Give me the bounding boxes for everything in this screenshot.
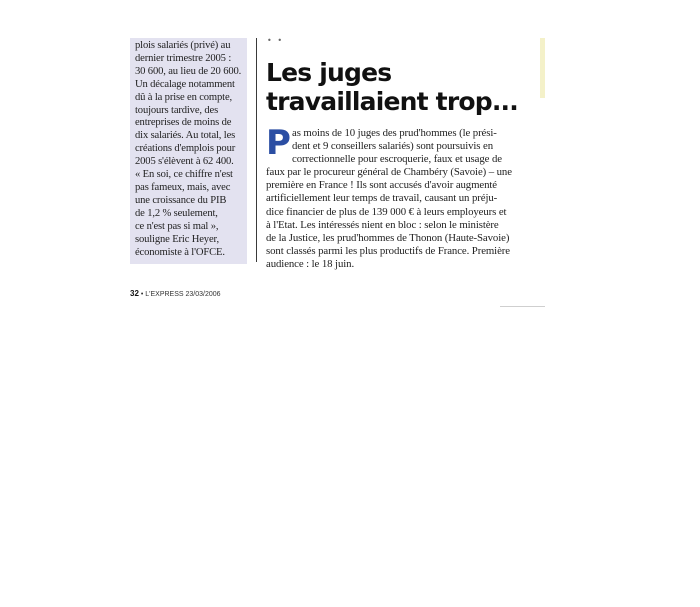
sidebar-line: plois salariés (privé) au — [135, 40, 231, 51]
article-line: à l'Etat. Les intéressés nient en bloc : selon le ministère — [266, 218, 499, 231]
article-line: as moins de 10 juges des prud'hommes (le prési- — [292, 127, 497, 139]
sidebar-line: dû à la prise en compte, — [135, 91, 233, 103]
footer-rule — [500, 306, 545, 307]
publication-date: L'EXPRESS 23/03/2006 — [145, 291, 221, 298]
footer-bullet-icon: • — [140, 291, 144, 298]
sidebar-line: « En soi, ce chiffre n'est — [135, 169, 233, 181]
article-line: dent et 9 conseillers salariés) sont poursuivis en — [292, 140, 493, 153]
sidebar-line: souligne Eric Heyer, — [135, 233, 219, 245]
ornament-dots: • • — [267, 36, 285, 45]
article-headline — [266, 58, 541, 116]
sidebar-line: dix salariés. Au total, les — [135, 130, 236, 142]
sidebar-line: créations d'emplois pour — [135, 143, 236, 155]
sidebar-line: économiste à l'OFCE. — [135, 246, 225, 258]
sidebar-line: de 1,2 % seulement, — [135, 207, 218, 219]
drop-cap: P — [266, 123, 291, 163]
sidebar-line: dernier trimestre 2005 : — [135, 52, 232, 64]
sidebar-line: entreprises de moins de — [135, 117, 232, 129]
sidebar-line: ce n'est pas si mal », — [135, 220, 219, 232]
article-line: audience : le 18 juin. — [266, 257, 355, 270]
page-footer — [130, 289, 221, 298]
article-line: première en France ! Ils sont accusés d'avoir augmenté — [266, 179, 497, 192]
sidebar-line: une croissance du PIB — [135, 194, 227, 206]
sidebar-line: toujours tardive, des — [135, 104, 219, 116]
headline-line-2: travaillaient trop... — [266, 87, 518, 116]
article-line: artificiellement leur temps de travail, causant un préju- — [266, 192, 498, 205]
article-line: de la Justice, les prud'hommes de Thonon (Haute-Savoie) — [266, 231, 510, 244]
article-line: correctionnelle pour escroquerie, faux et usage de — [292, 153, 502, 166]
sidebar-line: Un décalage notamment — [135, 78, 235, 90]
sidebar-column — [130, 38, 247, 264]
article-line: faux par le procureur général de Chambéry (Savoie) – une — [266, 166, 512, 179]
page-number: 32 — [130, 289, 139, 298]
sidebar-line: pas fameux, mais, avec — [135, 181, 231, 193]
article-line: dice financier de plus de 139 000 € à leurs employeurs et — [266, 205, 507, 218]
column-divider — [256, 38, 257, 262]
sidebar-line: 30 600, au lieu de 20 600. — [135, 65, 242, 77]
sidebar-line: 2005 s'élèvent à 62 400. — [135, 156, 234, 168]
headline-line-1: Les juges — [266, 58, 392, 87]
article-body — [266, 123, 526, 271]
sidebar-text — [135, 40, 243, 259]
article-line: sont classés parmi les plus productifs de France. Première — [266, 244, 510, 257]
